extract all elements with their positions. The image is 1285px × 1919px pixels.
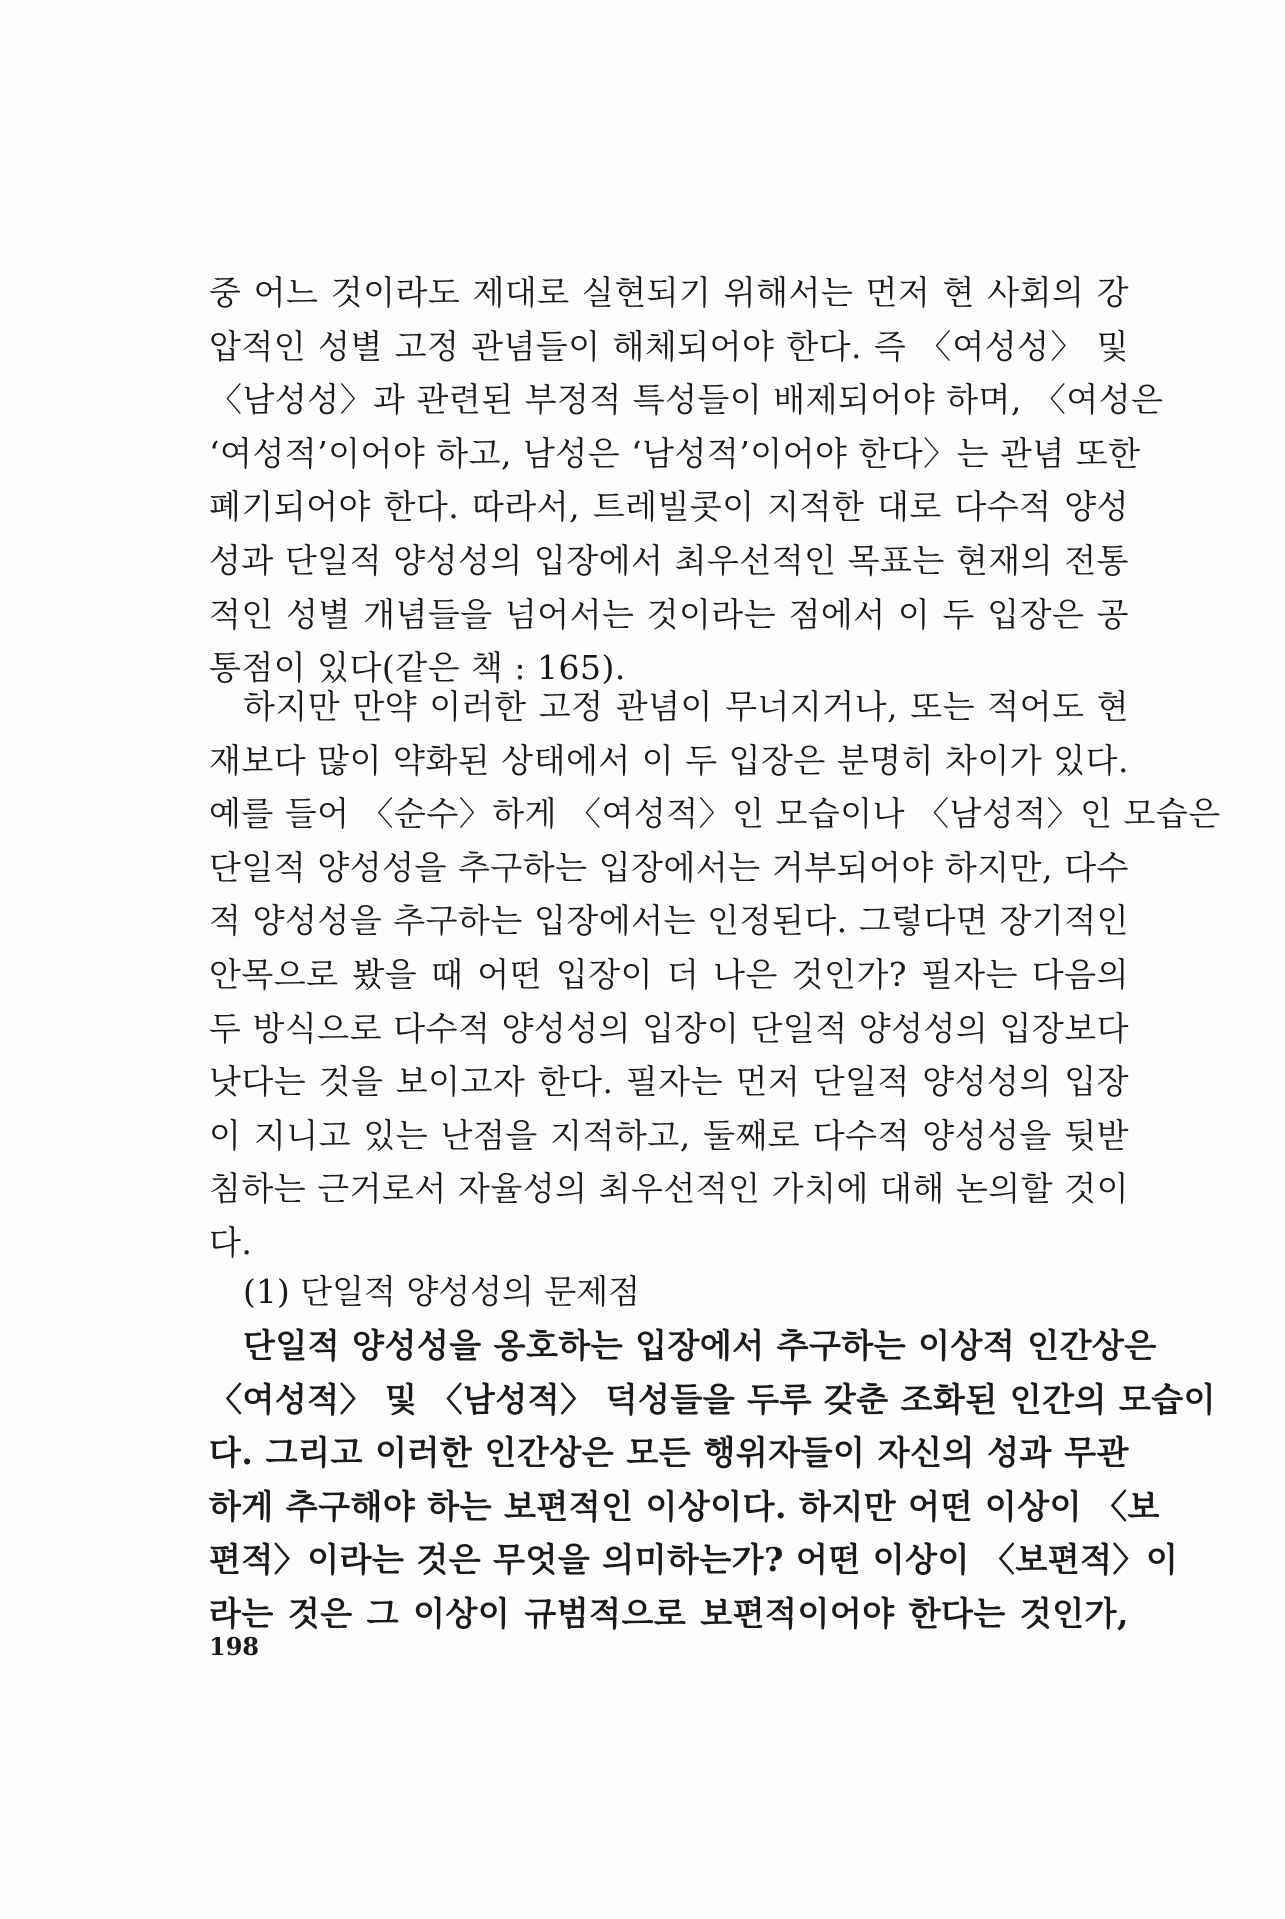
text-line: 다. 그리고 이러한 인간상은 모든 행위자들이 자신의 성과 무관 [209, 1433, 1129, 1473]
text-line: 침하는 근거로서 자율성의 최우선적인 가치에 대해 논의할 것이 [209, 1169, 1129, 1209]
text-line: 〈남성성〉과 관련된 부정적 특성들이 배제되어야 하며, 〈여성은 [209, 380, 1164, 420]
text-line: 적 양성성을 추구하는 입장에서는 인정된다. 그렇다면 장기적인 [209, 901, 1129, 941]
text-line: 하지만 만약 이러한 고정 관념이 무너지거나, 또는 적어도 현 [243, 687, 1129, 726]
text-line: 폐기되어야 한다. 따라서, 트레빌콧이 지적한 대로 다수적 양성 [209, 487, 1129, 527]
text-line: 예를 들어 〈순수〉하게 〈여성적〉인 모습이나 〈남성적〉인 모습은 [209, 794, 1221, 834]
text-line: 이 지니고 있는 난점을 지적하고, 둘째로 다수적 양성성을 뒷받 [209, 1115, 1129, 1155]
paragraph-1 [209, 266, 1164, 695]
text-line: 중 어느 것이라도 제대로 실현되기 위해서는 먼저 현 사회의 강 [209, 273, 1129, 312]
text-line: 적인 성별 개념들을 넘어서는 것이라는 점에서 이 두 입장은 공 [209, 594, 1129, 634]
paragraph-3 [209, 1319, 1216, 1641]
text-line: 단일적 양성성을 옹호하는 입장에서 추구하는 이상적 인간상은 [243, 1326, 1157, 1365]
text-line: 〈여성적〉 및 〈남성적〉 덕성들을 두루 갖춘 조화된 인간의 모습이 [209, 1379, 1216, 1419]
text-line: ‘여성적’이어야 하고, 남성은 ‘남성적’이어야 한다〉는 관념 또한 [209, 433, 1141, 473]
text-line: 재보다 많이 약화된 상태에서 이 두 입장은 분명히 차이가 있다. [209, 740, 1129, 780]
text-line: 낫다는 것을 보이고자 한다. 필자는 먼저 단일적 양성성의 입장 [209, 1062, 1129, 1102]
text-line: 안목으로 봤을 때 어떤 입장이 더 나은 것인가? 필자는 다음의 [209, 954, 1129, 994]
text-line: 편적〉이라는 것은 무엇을 의미하는가? 어떤 이상이 〈보편적〉이 [209, 1540, 1179, 1580]
text-line: 통점이 있다(같은 책 : 165). [209, 648, 626, 688]
text-line: 성과 단일적 양성성의 입장에서 최우선적인 목표는 현재의 전통 [209, 540, 1129, 580]
page-number: 198 [209, 1632, 260, 1661]
text-line: 다. [209, 1222, 253, 1262]
text-line: 하게 추구해야 하는 보편적인 이상이다. 하지만 어떤 이상이 〈보 [209, 1486, 1160, 1526]
section-heading: (1) 단일적 양성성의 문제점 [243, 1272, 640, 1311]
text-line: 라는 것은 그 이상이 규범적으로 보편적이어야 한다는 것인가, [209, 1593, 1129, 1633]
text-line: 단일적 양성성을 추구하는 입장에서는 거부되어야 하지만, 다수 [209, 847, 1129, 887]
text-line: 두 방식으로 다수적 양성성의 입장이 단일적 양성성의 입장보다 [209, 1008, 1129, 1048]
text-line: 압적인 성별 고정 관념들이 해체되어야 한다. 즉 〈여성성〉 및 [209, 326, 1129, 366]
paragraph-2 [209, 680, 1221, 1270]
